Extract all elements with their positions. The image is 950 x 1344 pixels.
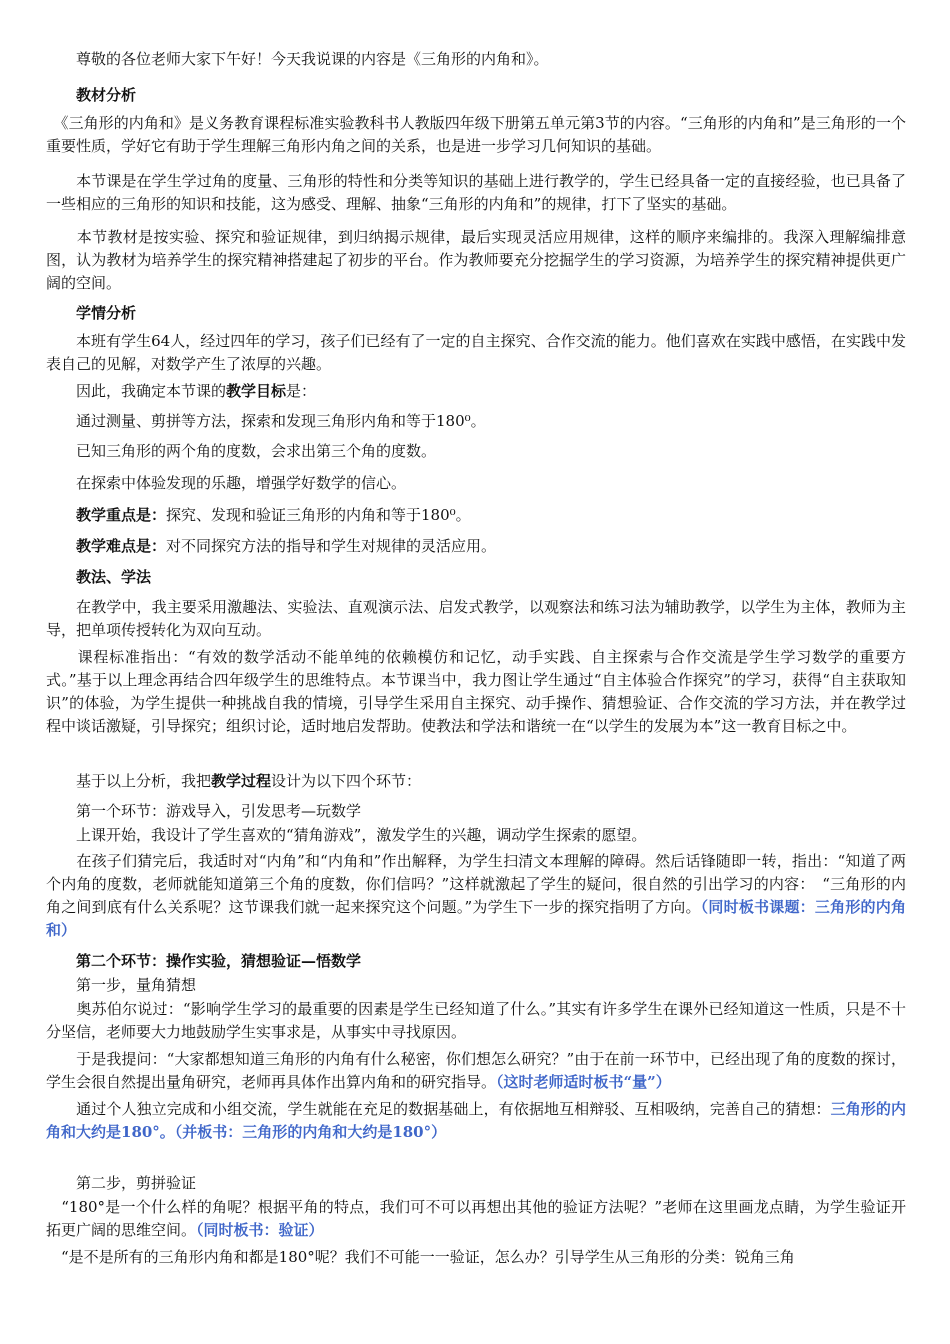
body-paragraph <box>46 1196 906 1242</box>
body-paragraph <box>46 330 906 376</box>
section-heading <box>46 302 906 325</box>
body-paragraph <box>46 824 906 847</box>
text-run: 本节教材是按实验、探究和验证规律，到归纳揭示规律，最后实现灵活应用规律，这样的顺序来编排的。我深入理解编排意图，认为教材为培养学生的探究精神搭建起了初步的平台。作为教师要充分挖掘学生的学习资源，为培养学生的探究精神提供更广阔的空间。 <box>46 228 906 292</box>
text-run: 本班有学生64人，经过四年的学习，孩子们已经有了一定的自主探究、合作交流的能力。他们喜欢在实践中感悟，在实践中发表自己的见解，对数学产生了浓厚的兴趣。 <box>46 332 906 373</box>
body-paragraph <box>46 1048 906 1094</box>
section-heading <box>46 566 906 589</box>
body-paragraph <box>46 1246 906 1269</box>
text-run: 因此，我确定本节课的 <box>46 382 227 400</box>
board-note: （同时板书课题：三角形的内角和） <box>46 898 906 939</box>
body-paragraph <box>46 112 906 158</box>
key-point <box>46 504 906 527</box>
bold-text: 第二个环节：操作实验，猜想验证—悟数学 <box>46 952 362 970</box>
board-note: （同时板书：验证） <box>196 1221 324 1239</box>
text-run: 在孩子们猜完后，我适时对“内角”和“内角和”作出解释，为学生扫清文本理解的障碍。然后话锋随即一转，指出：“知道了两个内角的度数，老师就能知道第三个角的度数，你们信吗？”这样就激起了学生的疑问，很自然的引出学习的内容： “三角形的内角之间到底有什么关系呢？这节课我们就一起来探究这个问题。”为学生下一步的探究指明了方向。 <box>46 852 906 916</box>
body-paragraph <box>46 596 906 642</box>
text-run: 第一步，量角猜想 <box>46 976 197 994</box>
text-run: “是不是所有的三角形内角和都是180°呢？我们不可能一一验证，怎么办？引导学生从三角形的分类：锐角三角 <box>46 1248 795 1266</box>
objective-item <box>46 472 906 495</box>
text-run: “180°是一个什么样的角呢？根据平角的特点，我们可不可以再想出其他的验证方法呢？”老师在这里画龙点睛，为学生验证开拓更广阔的思维空间。 <box>46 1198 906 1239</box>
body-paragraph <box>46 770 906 793</box>
bold-text: 教学重点是： <box>46 506 167 524</box>
text-run: 是： <box>286 382 317 400</box>
step-heading <box>46 1172 906 1195</box>
bold-text: 教学难点是： <box>46 537 167 555</box>
bold-text: 教材分析 <box>46 86 137 104</box>
text-run: 已知三角形的两个角的度数，会求出第三个角的度数。 <box>46 442 437 460</box>
objective-item <box>46 410 906 433</box>
text-run: 设计为以下四个环节： <box>271 772 422 790</box>
text-run: 第一个环节：游戏导入，引发思考—玩数学 <box>46 802 362 820</box>
greeting-paragraph <box>46 48 906 71</box>
board-note: 三角形的内角和大约是180°。（并板书：三角形的内角和大约是180°） <box>46 1100 906 1141</box>
text-run: 尊敬的各位老师大家下午好！今天我说课的内容是《三角形的内角和》。 <box>46 50 549 68</box>
section-heading <box>46 84 906 107</box>
body-paragraph <box>46 1098 906 1144</box>
text-run: 在教学中，我主要采用激趣法、实验法、直观演示法、启发式教学，以观察法和练习法为辅助教学，以学生为主体，教师为主导，把单项传授转化为双向互动。 <box>46 598 906 639</box>
text-run: 探究、发现和验证三角形的内角和等于180⁰。 <box>166 506 471 524</box>
text-run: 对不同探究方法的指导和学生对规律的灵活应用。 <box>166 537 497 555</box>
bold-text: 教学过程 <box>211 772 272 790</box>
bold-text: 教学目标 <box>226 382 287 400</box>
text-run: 《三角形的内角和》是义务教育课程标准实验教科书人教版四年级下册第五单元第3节的内容。“三角形的内角和”是三角形的一个重要性质，学好它有助于学生理解三角形内角之间的关系，也是进一步学习几何知识的基础。 <box>46 114 906 155</box>
body-paragraph <box>46 170 906 216</box>
text-run: 上课开始，我设计了学生喜欢的“猜角游戏”，激发学生的兴趣，调动学生探索的愿望。 <box>46 826 647 844</box>
text-run: 课程标准指出：“有效的数学活动不能单纯的依赖模仿和记忆，动手实践、自主探索与合作交流是学生学习数学的重要方式。”基于以上理念再结合四年级学生的思维特点。本节课当中，我力图让学生通过“自主体验合作探究”的学习，获得“自主获取知识”的体验，为学生提供一种挑战自我的情境，引导学生采用自主探究、动手操作、猜想验证、合作交流的学习方法，并在教学过程中谈话激疑，引导探究；组织讨论，适时地启发帮助。使教法和学法和谐统一在“以学生的发展为本”这一教育目标之中。 <box>46 648 906 735</box>
text-run: 在探索中体验发现的乐趣，增强学好数学的信心。 <box>46 474 407 492</box>
text-run: 基于以上分析，我把 <box>46 772 212 790</box>
text-run: 本节课是在学生学过角的度量、三角形的特性和分类等知识的基础上进行教学的，学生已经具备一定的直接经验，也已具备了一些相应的三角形的知识和技能，这为感受、理解、抽象“三角形的内角和”的规律，打下了坚实的基础。 <box>46 172 906 213</box>
board-note: （这时老师适时板书“量”） <box>496 1073 671 1091</box>
body-paragraph <box>46 998 906 1044</box>
difficulty-point <box>46 535 906 558</box>
body-paragraph <box>46 226 906 295</box>
step-heading <box>46 974 906 997</box>
text-run: 于是我提问：“大家都想知道三角形的内角有什么秘密，你们想怎么研究？”由于在前一环节中，已经出现了角的度数的探讨，学生会很自然提出量角研究，老师再具体作出算内角和的研究指导。 <box>46 1050 906 1091</box>
body-paragraph <box>46 646 906 738</box>
body-paragraph <box>46 850 906 942</box>
bold-text: 教法、学法 <box>46 568 152 586</box>
text-run: 奥苏伯尔说过：“影响学生学习的最重要的因素是学生已经知道了什么。”其实有许多学生在课外已经知道这一性质，只是不十分坚信，老师要大力地鼓励学生实事求是，从事实中寻找原因。 <box>46 1000 906 1041</box>
body-paragraph <box>46 380 906 403</box>
text-run: 第二步，剪拼验证 <box>46 1174 197 1192</box>
objective-item <box>46 440 906 463</box>
text-run: 通过测量、剪拼等方法，探索和发现三角形内角和等于180⁰。 <box>46 412 486 430</box>
step-heading <box>46 950 906 973</box>
step-heading <box>46 800 906 823</box>
bold-text: 学情分析 <box>46 304 137 322</box>
text-run: 通过个人独立完成和小组交流，学生就能在充足的数据基础上，有依据地互相辩驳、互相吸纳，完善自己的猜想： <box>46 1100 831 1118</box>
